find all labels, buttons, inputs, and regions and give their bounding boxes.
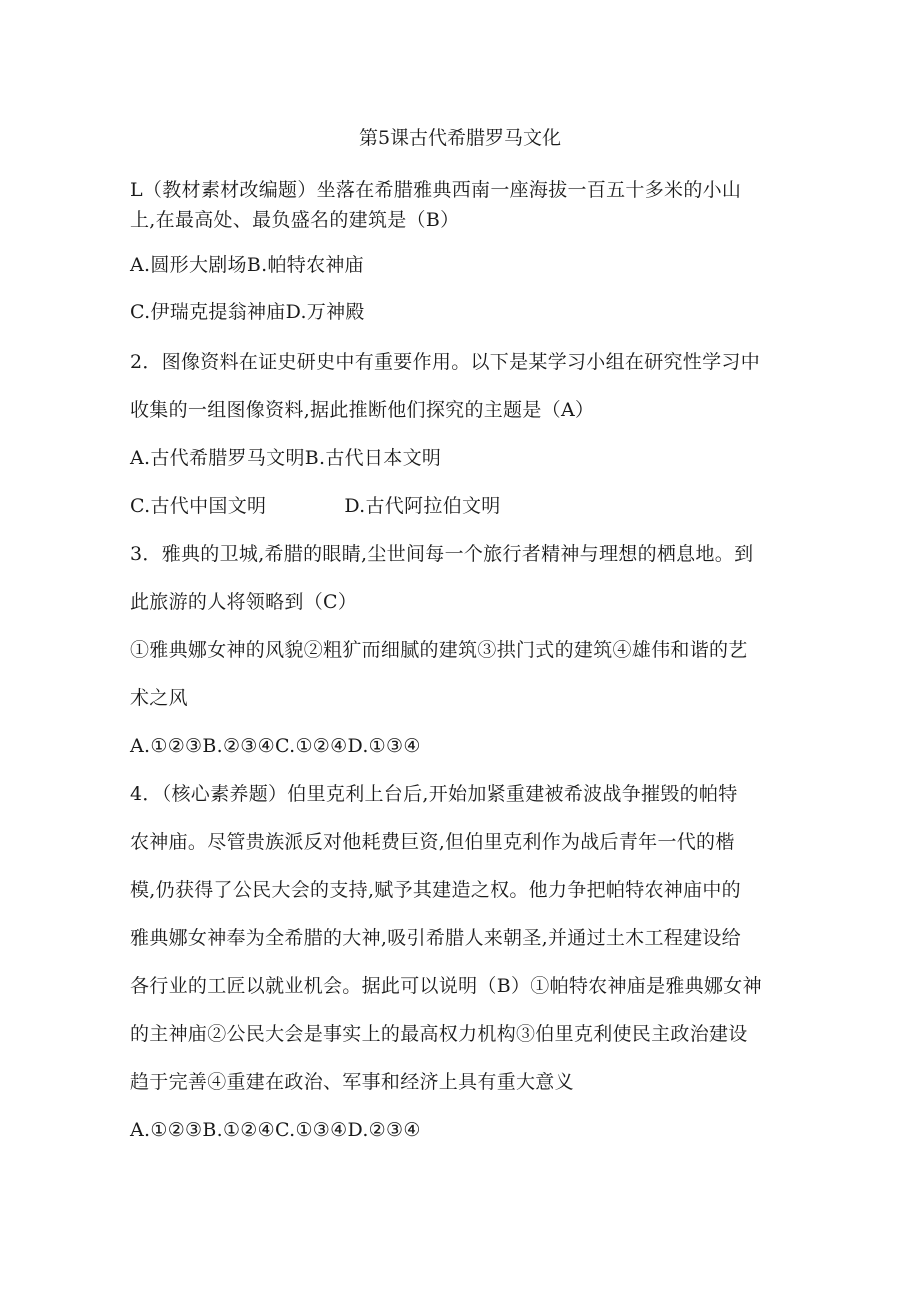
question-3-line-1: 3．雅典的卫城,希腊的眼睛,尘世间每一个旅行者精神与理想的栖息地。到	[130, 543, 754, 565]
question-2-line-1: 2．图像资料在证史研史中有重要作用。以下是某学习小组在研究性学习中	[130, 351, 760, 373]
question-1-line-1: L（教材素材改编题）坐落在希腊雅典西南一座海拔一百五十多米的小山	[130, 179, 742, 201]
question-3-options-1: A.①②③B.②③④C.①②④D.①③④	[130, 735, 421, 757]
question-1-options-1: A.圆形大剧场B.帕特农神庙	[130, 254, 364, 276]
option-d: D.古代阿拉伯文明	[344, 495, 501, 517]
question-1-options-2: C.伊瑞克提翁神庙D.万神殿	[130, 301, 365, 323]
question-3-line-2: 此旅游的人将领略到（C）	[130, 591, 358, 613]
question-4-line-7: 趋于完善④重建在政治、军事和经济上具有重大意义	[130, 1071, 574, 1093]
question-1-line-2: 上,在最高处、最负盛名的建筑是（B）	[130, 209, 460, 231]
question-4-line-1: 4．（核心素养题）伯里克利上台后,开始加紧重建被希波战争摧毁的帕特	[130, 783, 738, 805]
question-2-options-1: A.古代希腊罗马文明B.古代日本文明	[130, 447, 442, 469]
page-title: 第5课古代希腊罗马文化	[358, 127, 562, 149]
question-4-line-2: 农神庙。尽管贵族派反对他耗费巨资,但伯里克利作为战后青年一代的楷	[130, 831, 735, 853]
question-2-line-2: 收集的一组图像资料,据此推断他们探究的主题是（A）	[130, 399, 595, 421]
question-3-line-3: ①雅典娜女神的风貌②粗犷而细腻的建筑③拱门式的建筑④雄伟和谐的艺	[130, 639, 748, 661]
question-4-line-3: 模,仍获得了公民大会的支持,赋予其建造之权。他力争把帕特农神庙中的	[130, 879, 741, 901]
question-2-options-2	[130, 492, 810, 520]
question-4-options-1: A.①②③B.①②④C.①③④D.②③④	[130, 1119, 421, 1141]
question-4-line-6: 的主神庙②公民大会是事实上的最高权力机构③伯里克利使民主政治建设	[130, 1023, 748, 1045]
option-c: C.古代中国文明	[130, 495, 267, 517]
question-3-line-4: 术之风	[130, 687, 188, 709]
question-4-line-4: 雅典娜女神奉为全希腊的大神,吸引希腊人来朝圣,并通过土木工程建设给	[130, 927, 741, 949]
question-4-line-5: 各行业的工匠以就业机会。据此可以说明（B）①帕特农神庙是雅典娜女神	[130, 975, 762, 997]
